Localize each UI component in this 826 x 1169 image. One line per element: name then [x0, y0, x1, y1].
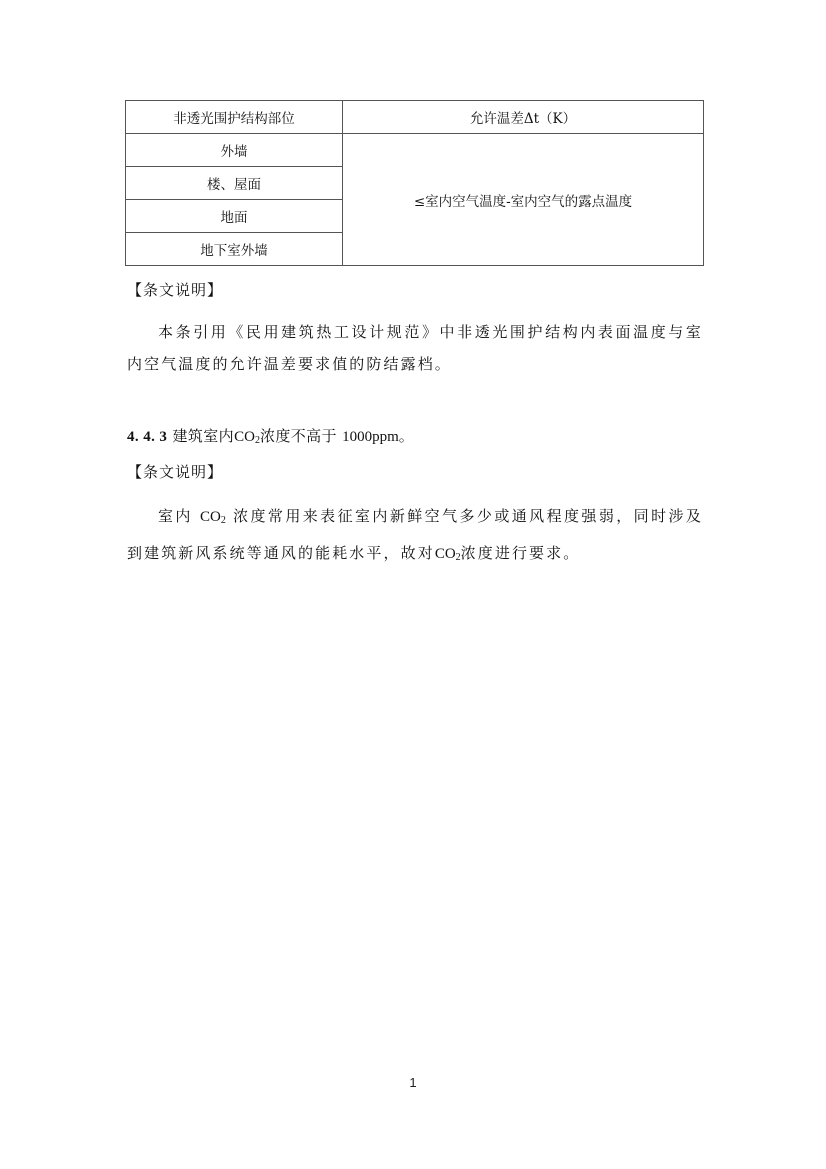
para-co2: CO — [434, 546, 456, 562]
table-cell: 楼、屋面 — [126, 167, 343, 200]
clause-title-post: 浓度不高于 — [259, 427, 337, 445]
clause-title-value: 1000ppm。 — [342, 429, 414, 445]
para-sub2: 2 — [455, 552, 461, 563]
clause-title-sub: 2 — [254, 435, 260, 446]
table-header-cell: 允许温差Δt（K） — [343, 101, 704, 134]
clause-heading — [127, 425, 703, 446]
para-sub: 2 — [220, 515, 226, 526]
para-pre: 室内 — [158, 507, 193, 525]
page-number: 1 — [409, 1075, 417, 1090]
table-cell: 地面 — [126, 200, 343, 233]
table-header-cell: 非透光围护结构部位 — [126, 101, 343, 134]
clause-number: 4. 4. 3 — [127, 429, 168, 445]
para-mid: 浓度常用来表征室内新鲜空气多少或通风程度强弱，同时涉及到建筑新风系统等通风的能耗水平，故对 — [127, 507, 703, 562]
table-cell: 外墙 — [126, 134, 343, 167]
clause-title-co: CO — [234, 429, 255, 445]
explanation-paragraph — [127, 500, 703, 574]
table-header-row — [126, 101, 704, 134]
clause-title-pre: 建筑室内 — [172, 427, 235, 445]
explanation-paragraph: 本条引用《民用建筑热工设计规范》中非透光围护结构内表面温度与室内空气温度的允许温差要求值的防结露档。 — [127, 323, 703, 373]
table-cell-merged: ≤室内空气温度-室内空气的露点温度 — [343, 134, 704, 266]
explanation-label: 【条文说明】 — [127, 463, 224, 481]
table-cell: 地下室外墙 — [126, 233, 343, 266]
para-co: CO — [200, 509, 221, 525]
temperature-difference-table — [125, 100, 704, 266]
table-row — [126, 134, 704, 167]
explanation-label: 【条文说明】 — [127, 281, 224, 299]
para-post: 浓度进行要求。 — [460, 544, 581, 562]
